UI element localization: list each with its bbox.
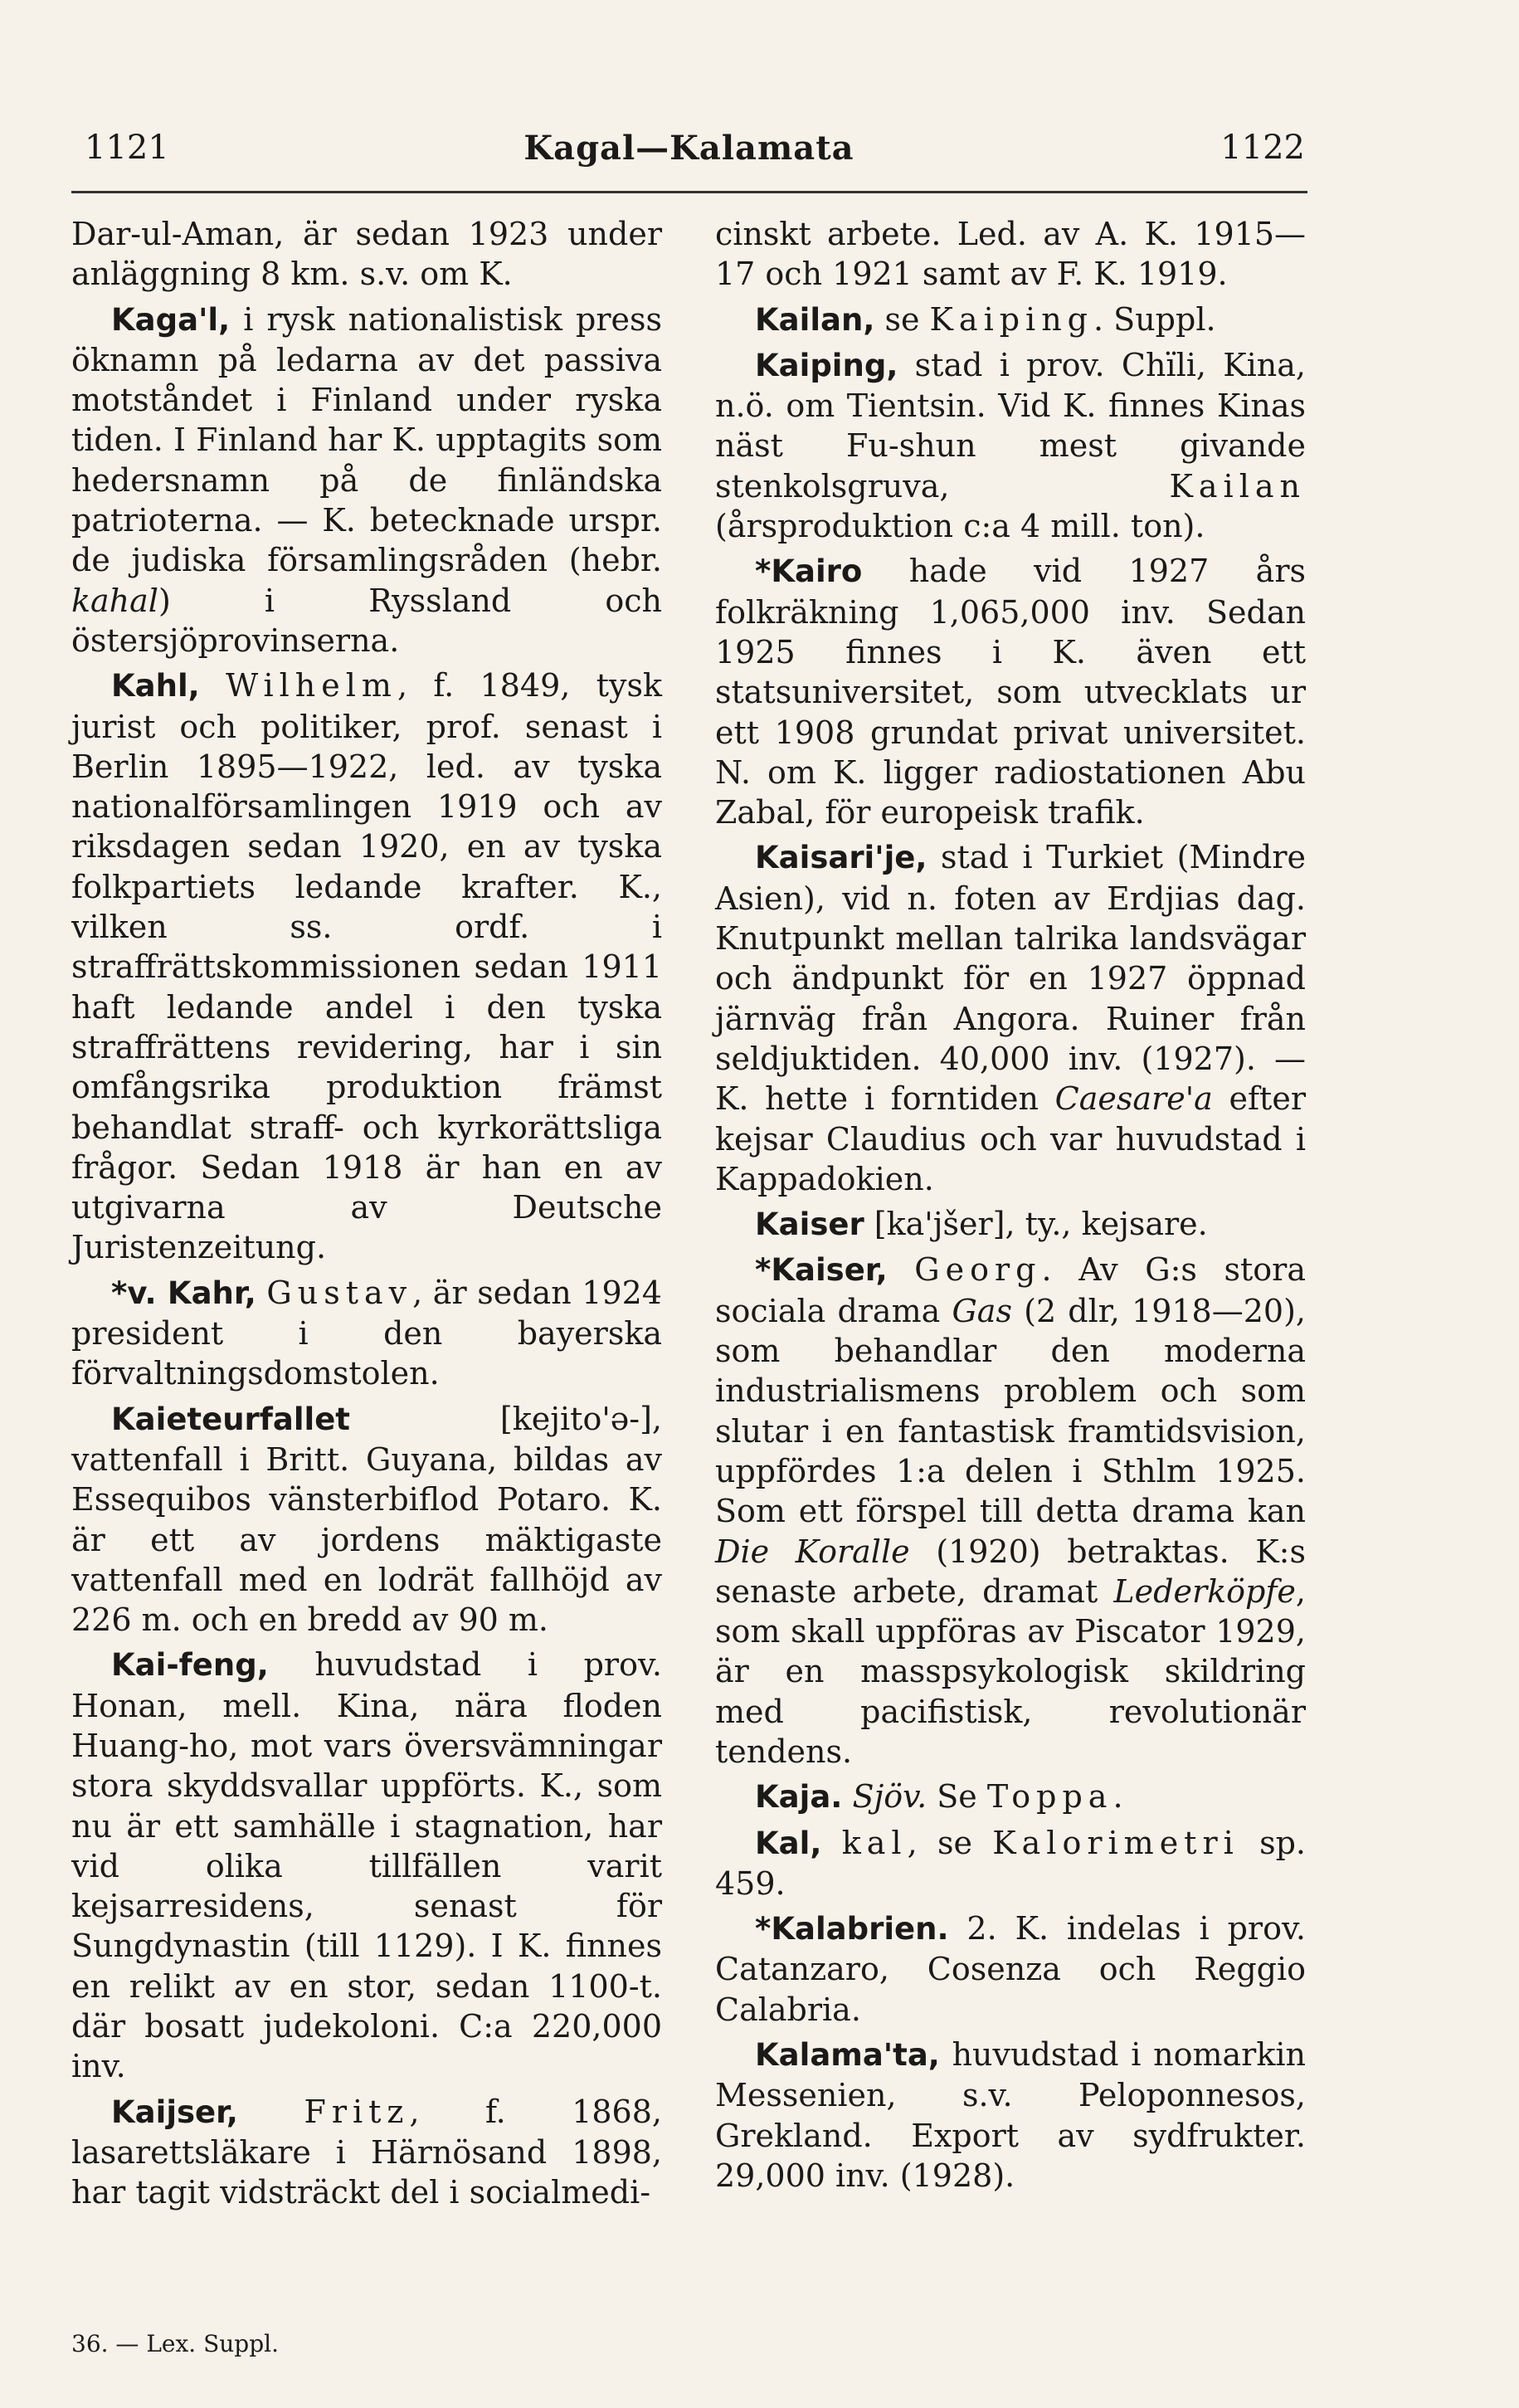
- headword: *Kalabrien.: [755, 1911, 949, 1947]
- headword: Kaijser,: [111, 2094, 238, 2130]
- page-number-left: 1121: [85, 129, 169, 167]
- headword: Kaja.: [755, 1779, 843, 1816]
- page-title: Kagal—Kalamata: [523, 129, 854, 168]
- entry-kai-feng: Kai-feng, huvudstad i prov. Honan, mell. Kina, nära floden Huang-ho, mot vars översvämningar stora skyddsvallar uppförts. K., som nu är ett samhälle i stagnation, har vid olika tillfällen varit kejsarresidens, senast för Sungdynastin (till 1129). I K. finnes en relikt av en stor, sedan 1100-t. där bosatt judekoloni. C:a 220,000 inv.: [71, 1646, 662, 2085]
- page-footer: 36. — Lex. Suppl.: [71, 2330, 280, 2357]
- header-rule: [71, 191, 1307, 193]
- entry-kaiser: Kaiser [ka'jšer], ty., kejsare.: [755, 1206, 1208, 1243]
- entry-kalamata: Kalama'ta, huvudstad i nomarkin Messenien, s.v. Peloponnesos, Grekland. Export av sydfrukter. 29,000 inv. (1928).: [715, 2036, 1306, 2194]
- headword: Kaieteurfallet: [111, 1401, 350, 1437]
- headword: Kalama'ta,: [755, 2037, 940, 2074]
- headword: Kailan,: [755, 301, 875, 338]
- entry-kahl: Kahl, Wilhelm, f. 1849, tysk jurist och politiker, prof. senast i Berlin 1895—1922, led. av tyska nationalförsamlingen 1919 och av riksdagen sedan 1920, en av tyska folkpartiets ledande krafter. K., vilken ss. ordf. i straffrättskommissionen sedan 1911 haft ledande andel i den tyska straffrättens revidering, har i sin omfångsrika produktion främst behandlat straff- och kyrkorättsliga frågor. Sedan 1918 är han en av utgivarna av Deutsche Juristenzeitung.: [71, 667, 662, 1266]
- entry-kaja: Kaja. Sjöv. Se Toppa.: [755, 1778, 1123, 1816]
- entry-kahr: *v. Kahr, Gustav, är sedan 1924 president i den bayerska förvaltningsdomstolen.: [71, 1274, 662, 1392]
- entry-kaiser-georg: *Kaiser, Georg. Av G:s stora sociala drama Gas (2 dlr, 1918—20), som behandlar den moderna industrialismens problem och som slutar i en fantastisk framtidsvision, uppfördes 1:a delen i Sthlm 1925. Som ett förspel till detta drama kan Die Koralle (1920) betraktas. K:s senaste arbete, dramat Lederköpfe, som skall uppföras av Piscator 1929, är en masspsykologisk skildring med pacifistisk, revolutionär tendens.: [715, 1251, 1306, 1770]
- entry-kailan: Kailan, se Kaiping. Suppl.: [755, 300, 1216, 338]
- entry-kairo: *Kairo hade vid 1927 års folkräkning 1,065,000 inv. Sedan 1925 finnes i K. även ett statsuniversitet, som utvecklats ur ett 1908 grundat privat universitet. N. om K. ligger radiostationen Abu Zabal, för europeisk trafik.: [715, 553, 1306, 831]
- headword: Kaiser: [755, 1206, 864, 1243]
- entry-continuation: Dar-ul-Aman, är sedan 1923 under anläggning 8 km. s.v. om K.: [71, 216, 662, 293]
- entry-kal: Kal, kal, se Kalorimetri sp. 459.: [715, 1824, 1306, 1902]
- headword: *v. Kahr,: [111, 1275, 256, 1311]
- headword: Kahl,: [111, 668, 200, 704]
- headword: Kaisari'je,: [755, 840, 927, 876]
- headword: Kal,: [755, 1825, 822, 1861]
- headword: *Kaiser,: [755, 1252, 888, 1289]
- entry-continuation: cinskt arbete. Led. av A. K. 1915—17 och 1921 samt av F. K. 1919.: [715, 216, 1306, 293]
- entry-kaieteurfallet: Kaieteurfallet [kejito'ə-], vattenfall i Britt. Guyana, bildas av Essequibos vänsterbiflod Potaro. K. är ett av jordens mäktigaste vattenfall med en lodrät fallhöjd av 226 m. och en bredd av 90 m.: [71, 1400, 662, 1639]
- entry-kagal: Kaga'l, i rysk nationalistisk press öknamn på ledarna av det passiva motståndet i Finland under ryska tiden. I Finland har K. upptagits som hedersnamn på de finländska patrioterna. — K. betecknade urspr. de judiska församlingsråden (hebr. kahal) i Ryssland och östersjöprovinserna.: [71, 300, 662, 659]
- headword: Kaiping,: [755, 347, 898, 383]
- headword: Kaga'l,: [111, 301, 231, 338]
- right-column: [715, 214, 1306, 2196]
- page-number-right: 1122: [1220, 129, 1305, 167]
- entry-kaiping: Kaiping, stad i prov. Chïli, Kina, n.ö. om Tientsin. Vid K. finnes Kinas näst Fu-shun mest givande stenkolsgruva, Kailan (årsproduktion c:a 4 mill. ton).: [715, 346, 1306, 545]
- entry-kaisarije: Kaisari'je, stad i Turkiet (Mindre Asien), vid n. foten av Erdjias dag. Knutpunkt mellan talrika landsvägar och ändpunkt för en 1927 öppnad järnväg från Angora. Ruiner från seldjuktiden. 40,000 inv. (1927). — K. hette i forntiden Caesare'a efter kejsar Claudius och var huvudstad i Kappadokien.: [715, 839, 1306, 1197]
- headword: *Kairo: [755, 553, 863, 590]
- entry-kaijser: Kaijser, Fritz, f. 1868, lasarettsläkare i Härnösand 1898, har tagit vidsträckt del i socialmedi-: [71, 2093, 662, 2211]
- headword: Kai-feng,: [111, 1647, 269, 1684]
- left-column: [71, 214, 662, 2213]
- entry-kalabrien: *Kalabrien. 2. K. indelas i prov. Catanzaro, Cosenza och Reggio Calabria.: [715, 1910, 1306, 2028]
